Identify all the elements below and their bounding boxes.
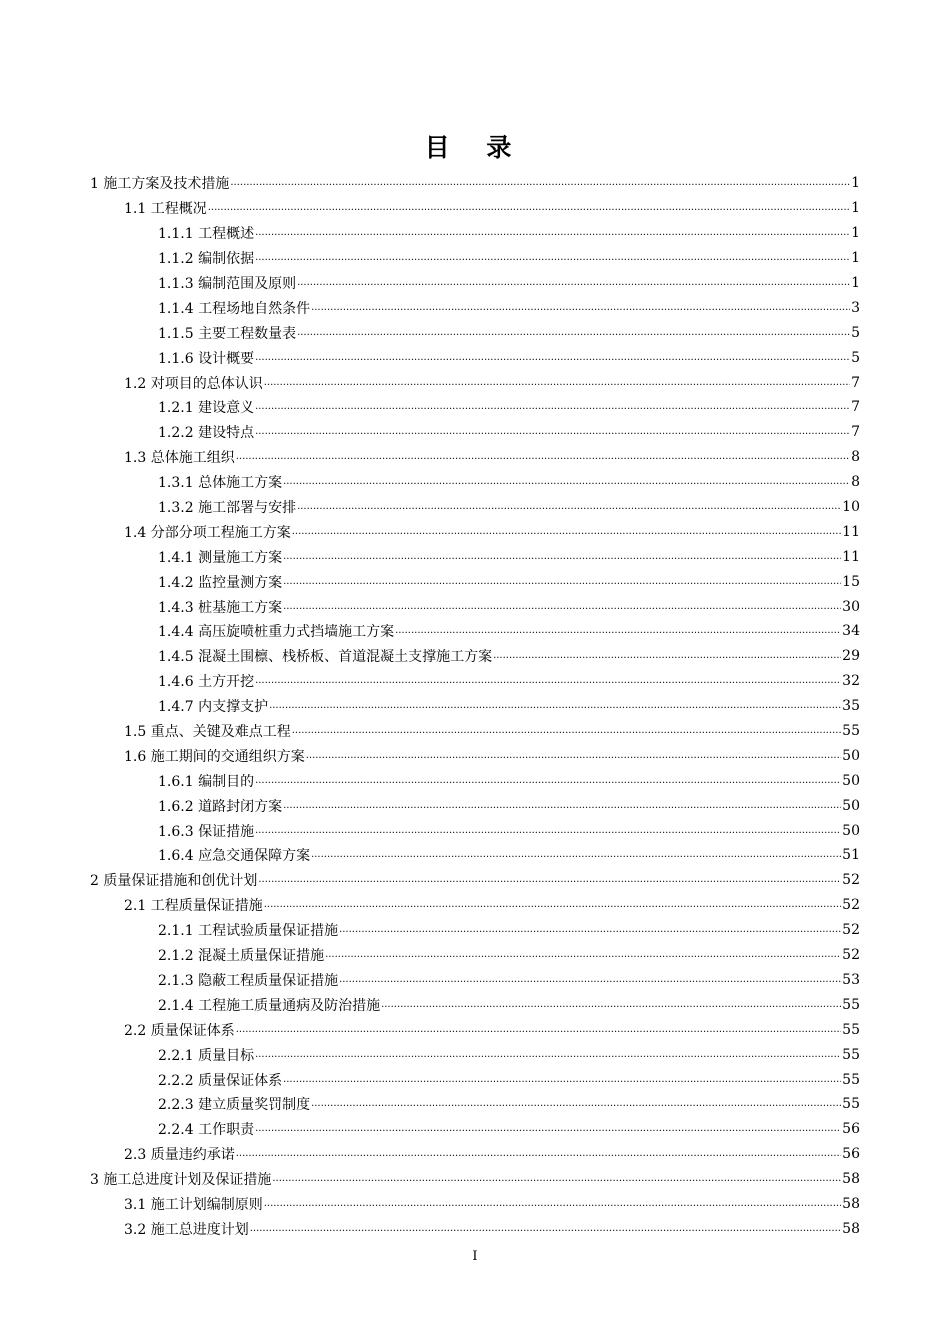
toc-entry[interactable] — [0, 743, 950, 768]
dot-leader — [255, 251, 850, 265]
toc-entry-label: 1.1.6 设计概要 — [158, 350, 255, 367]
toc-entry-page: 55 — [842, 1096, 860, 1113]
toc-entry-label: 3 施工总进度计划及保证措施 — [90, 1172, 272, 1189]
toc-entry-label: 2 质量保证措施和创优计划 — [90, 873, 258, 890]
toc-entry[interactable] — [0, 992, 950, 1017]
toc-entry[interactable] — [0, 445, 950, 470]
dot-leader — [250, 1222, 841, 1236]
toc-entry-page: 7 — [851, 399, 860, 416]
toc-entry-page: 55 — [842, 1071, 860, 1088]
toc-entry[interactable] — [0, 818, 950, 843]
toc-entry[interactable] — [0, 669, 950, 694]
toc-entry[interactable] — [0, 395, 950, 420]
dot-leader — [306, 749, 841, 763]
toc-entry-page: 55 — [842, 996, 860, 1013]
toc-entry-label: 2.1.2 混凝土质量保证措施 — [158, 948, 325, 965]
toc-entry-label: 1.4.6 土方开挖 — [158, 674, 255, 691]
dot-leader — [258, 873, 841, 887]
toc-entry-page: 1 — [851, 225, 860, 242]
toc-entry-label: 1.5 重点、关键及难点工程 — [124, 724, 291, 741]
toc-entry-page: 34 — [842, 623, 860, 640]
toc-entry[interactable] — [0, 619, 950, 644]
toc-entry[interactable] — [0, 271, 950, 296]
toc-entry-label: 1.1 工程概况 — [124, 201, 207, 218]
dot-leader — [255, 226, 850, 240]
toc-entry[interactable] — [0, 893, 950, 918]
toc-entry-page: 7 — [851, 374, 860, 391]
dot-leader — [297, 326, 850, 340]
toc-entry-label: 1.6.4 应急交通保障方案 — [158, 848, 311, 865]
toc-entry-label: 2.2.2 质量保证体系 — [158, 1072, 283, 1089]
dot-leader — [208, 201, 850, 215]
dot-leader — [255, 1122, 841, 1136]
toc-entry[interactable] — [0, 694, 950, 719]
toc-entry-label: 2.1.4 工程施工质量通病及防治措施 — [158, 997, 381, 1014]
toc-entry[interactable] — [0, 1192, 950, 1217]
toc-entry-page: 11 — [842, 523, 860, 540]
toc-entry-page: 1 — [851, 275, 860, 291]
toc-entry[interactable] — [0, 768, 950, 793]
toc-entry[interactable] — [0, 196, 950, 221]
toc-entry-page: 52 — [842, 872, 860, 889]
toc-entry[interactable] — [0, 320, 950, 345]
toc-entry-page: 1 — [851, 175, 860, 192]
page-number: I — [472, 1249, 478, 1264]
toc-entry-page: 51 — [842, 847, 860, 864]
toc-entry[interactable] — [0, 420, 950, 445]
toc-entry-label: 1.2 对项目的总体认识 — [124, 375, 263, 392]
dot-leader — [255, 425, 850, 439]
toc-entry[interactable] — [0, 1167, 950, 1192]
toc-entry[interactable] — [0, 719, 950, 744]
toc-entry[interactable] — [0, 345, 950, 370]
table-of-contents — [0, 171, 950, 1241]
toc-entry-page: 52 — [842, 947, 860, 964]
toc-entry-page: 55 — [842, 1021, 860, 1038]
toc-entry-page: 8 — [851, 449, 860, 466]
toc-entry-page: 50 — [842, 772, 860, 789]
toc-entry-label: 1.6.1 编制目的 — [158, 773, 255, 790]
toc-entry[interactable] — [0, 918, 950, 943]
toc-entry-label: 1.4.1 测量施工方案 — [158, 549, 283, 566]
toc-entry[interactable] — [0, 1042, 950, 1067]
toc-entry-label: 2.2.3 建立质量奖罚制度 — [158, 1097, 311, 1114]
toc-entry-page: 3 — [851, 299, 860, 316]
toc-entry[interactable] — [0, 644, 950, 669]
toc-entry[interactable] — [0, 1092, 950, 1117]
dot-leader — [339, 923, 841, 937]
toc-entry-page: 1 — [851, 200, 860, 217]
toc-entry-page: 8 — [851, 474, 860, 491]
toc-entry-page: 50 — [842, 747, 860, 764]
toc-entry-label: 1 施工方案及技术措施 — [90, 176, 230, 193]
toc-entry-label: 2.1.3 隐蔽工程质量保证措施 — [158, 972, 339, 989]
toc-entry-label: 1.2.1 建设意义 — [158, 400, 255, 417]
toc-entry[interactable] — [0, 246, 950, 271]
dot-leader — [311, 301, 850, 315]
toc-entry[interactable] — [0, 793, 950, 818]
toc-entry-label: 1.6.3 保证措施 — [158, 823, 255, 840]
dot-leader — [283, 600, 841, 614]
toc-entry-page: 58 — [842, 1171, 860, 1188]
toc-entry-page: 7 — [851, 424, 860, 441]
toc-entry-label: 1.4 分部分项工程施工方案 — [124, 524, 291, 541]
toc-entry[interactable] — [0, 370, 950, 395]
toc-entry-label: 2.2.4 工作职责 — [158, 1122, 255, 1139]
dot-leader — [230, 176, 850, 190]
toc-entry[interactable] — [0, 843, 950, 868]
dot-leader — [264, 376, 850, 390]
dot-leader — [297, 500, 841, 514]
toc-entry-page: 15 — [842, 573, 860, 590]
toc-entry-page: 29 — [842, 648, 860, 665]
dot-leader — [264, 1197, 841, 1211]
toc-entry-page: 58 — [842, 1220, 860, 1237]
toc-entry[interactable] — [0, 1142, 950, 1167]
toc-entry[interactable] — [0, 1117, 950, 1142]
dot-leader — [255, 774, 841, 788]
toc-entry-label: 2.1 工程质量保证措施 — [124, 898, 263, 915]
dot-leader — [272, 1172, 841, 1186]
toc-entry[interactable] — [0, 544, 950, 569]
toc-entry-label: 1.4.2 监控量测方案 — [158, 574, 283, 591]
toc-entry-label: 2.1.1 工程试验质量保证措施 — [158, 923, 339, 940]
toc-entry-page: 52 — [842, 922, 860, 939]
toc-entry[interactable] — [0, 171, 950, 196]
dot-leader — [255, 824, 841, 838]
dot-leader — [311, 1097, 841, 1111]
toc-entry-page: 52 — [842, 897, 860, 914]
dot-leader — [236, 1147, 841, 1161]
toc-entry-page: 10 — [842, 499, 860, 516]
toc-entry-page: 55 — [842, 1046, 860, 1063]
toc-entry-page: 32 — [842, 673, 860, 690]
toc-entry[interactable] — [0, 470, 950, 495]
toc-entry-label: 1.1.5 主要工程数量表 — [158, 325, 297, 342]
toc-entry-page: 53 — [842, 971, 860, 988]
toc-entry[interactable] — [0, 295, 950, 320]
dot-leader — [255, 351, 850, 365]
toc-entry[interactable] — [0, 569, 950, 594]
toc-entry-label: 1.2.2 建设特点 — [158, 425, 255, 442]
toc-entry[interactable] — [0, 594, 950, 619]
toc-entry-page: 30 — [842, 598, 860, 615]
dot-leader — [236, 450, 850, 464]
toc-entry-label: 1.4.7 内支撑支护 — [158, 699, 269, 716]
toc-entry-label: 3.2 施工总进度计划 — [124, 1221, 249, 1238]
dot-leader — [236, 1023, 841, 1037]
toc-entry[interactable] — [0, 495, 950, 520]
toc-entry-label: 1.1.1 工程概述 — [158, 226, 255, 243]
toc-entry-label: 1.3 总体施工组织 — [124, 450, 235, 467]
toc-entry-label: 1.3.1 总体施工方案 — [158, 475, 283, 492]
dot-leader — [395, 624, 841, 638]
dot-leader — [292, 724, 841, 738]
dot-leader — [264, 898, 841, 912]
toc-entry-page: 50 — [842, 797, 860, 814]
toc-entry-page: 11 — [842, 548, 860, 565]
dot-leader — [325, 948, 841, 962]
toc-entry-label: 3.1 施工计划编制原则 — [124, 1196, 263, 1213]
dot-leader — [255, 1048, 841, 1062]
toc-entry-label: 1.6.2 道路封闭方案 — [158, 798, 283, 815]
dot-leader — [283, 550, 841, 564]
toc-entry-label: 2.2 质量保证体系 — [124, 1022, 235, 1039]
toc-entry[interactable] — [0, 943, 950, 968]
toc-entry-page: 1 — [851, 250, 860, 267]
toc-entry-page: 55 — [842, 723, 860, 740]
toc-entry-page: 35 — [842, 698, 860, 715]
toc-entry[interactable] — [0, 1216, 950, 1241]
toc-entry-label: 2.2.1 质量目标 — [158, 1047, 255, 1064]
toc-entry-page: 5 — [851, 324, 860, 341]
dot-leader — [255, 674, 841, 688]
dot-leader — [311, 848, 841, 862]
toc-entry-label: 1.4.4 高压旋喷桩重力式挡墙施工方案 — [158, 624, 395, 641]
dot-leader — [283, 1073, 841, 1087]
toc-entry[interactable] — [0, 1067, 950, 1092]
toc-entry-page: 56 — [842, 1146, 860, 1163]
toc-entry-label: 1.1.2 编制依据 — [158, 251, 255, 268]
toc-entry-page: 58 — [842, 1195, 860, 1212]
toc-entry-label: 1.4.3 桩基施工方案 — [158, 599, 283, 616]
toc-title: 目 录 — [424, 133, 526, 162]
toc-entry-label: 1.3.2 施工部署与安排 — [158, 500, 297, 517]
dot-leader — [283, 575, 841, 589]
toc-entry[interactable] — [0, 519, 950, 544]
toc-entry-label: 1.1.3 编制范围及原则 — [158, 276, 297, 292]
dot-leader — [381, 998, 841, 1012]
toc-entry-page: 50 — [842, 822, 860, 839]
dot-leader — [297, 276, 850, 290]
toc-entry[interactable] — [0, 221, 950, 246]
toc-entry-page: 56 — [842, 1121, 860, 1138]
toc-entry[interactable] — [0, 868, 950, 893]
toc-entry-label: 1.4.5 混凝土围檩、栈桥板、首道混凝土支撑施工方案 — [158, 649, 493, 666]
dot-leader — [283, 799, 841, 813]
dot-leader — [283, 475, 850, 489]
dot-leader — [493, 649, 841, 663]
toc-entry[interactable] — [0, 1017, 950, 1042]
dot-leader — [292, 525, 841, 539]
dot-leader — [255, 400, 850, 414]
toc-entry[interactable] — [0, 968, 950, 993]
toc-entry-label: 1.6 施工期间的交通组织方案 — [124, 748, 305, 765]
dot-leader — [339, 973, 841, 987]
dot-leader — [269, 699, 841, 713]
toc-entry-label: 1.1.4 工程场地自然条件 — [158, 300, 311, 317]
toc-entry-page: 5 — [851, 349, 860, 366]
toc-entry-label: 2.3 质量违约承诺 — [124, 1147, 235, 1164]
